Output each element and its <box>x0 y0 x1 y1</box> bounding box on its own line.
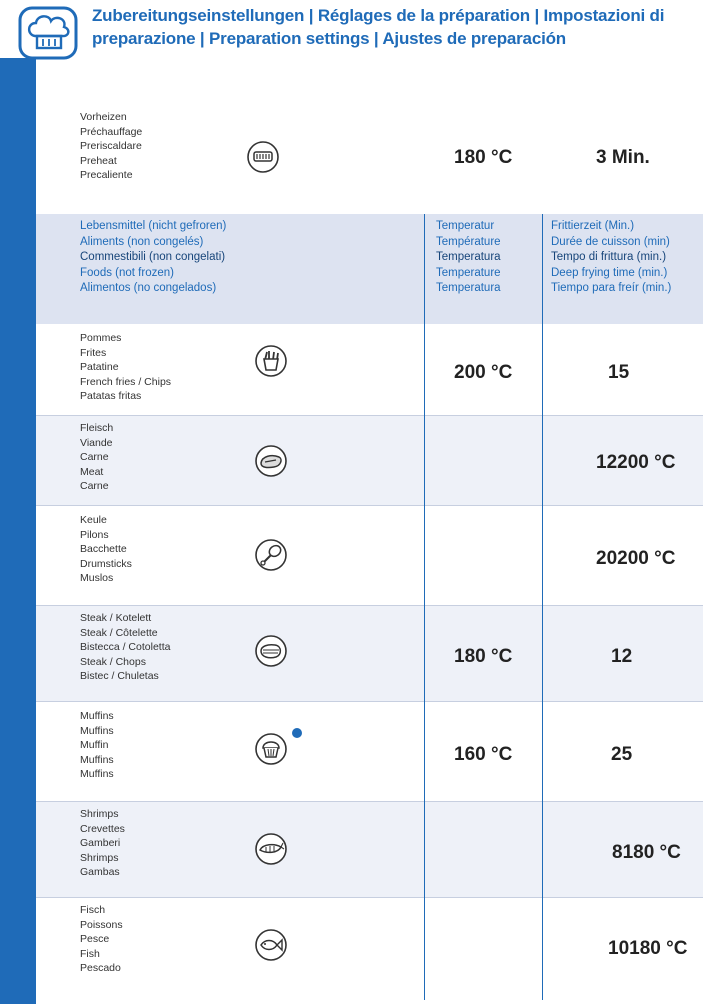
food-name: Pesce <box>80 933 110 945</box>
page-title: Zubereitungseinstellungen | Réglages de la préparation | Impostazioni di preparazione | Preparation settings | Ajustes de preparación <box>92 6 665 48</box>
food-temperature: 200 °C <box>454 362 513 383</box>
header-foods <box>80 219 226 297</box>
food-name: Muffins <box>80 724 114 737</box>
table-row <box>36 702 703 802</box>
food-name: Gambas <box>80 866 120 878</box>
shrimp-icon <box>254 832 288 866</box>
food-names <box>80 513 132 586</box>
food-name: Muffins <box>80 710 114 722</box>
preheat-names <box>80 110 142 183</box>
food-name: Shrimps <box>80 851 119 864</box>
preheat-name: Precaliente <box>80 169 133 181</box>
page-header <box>18 4 703 60</box>
food-time: 25 <box>611 744 633 765</box>
header-temperature-label: Temperatur <box>436 220 495 232</box>
preheat-row <box>36 110 703 206</box>
food-names <box>80 331 171 404</box>
steak-icon <box>254 634 288 668</box>
header-foods-label: Alimentos (no congelados) <box>80 282 217 294</box>
food-name: Crevettes <box>80 822 125 835</box>
fries-icon <box>254 344 288 378</box>
header-temperature-label: Temperatura <box>436 282 501 294</box>
food-name: Muffins <box>80 768 114 780</box>
chef-hat-icon <box>18 6 86 66</box>
food-name: Muffins <box>80 753 114 766</box>
food-name: Carne <box>80 451 109 463</box>
food-name: Poissons <box>80 918 123 931</box>
food-name: Pilons <box>80 528 109 541</box>
header-time-label: Tempo di frittura (min.) <box>551 251 667 263</box>
food-names <box>80 709 114 782</box>
header-foods-label: Foods (not frozen) <box>80 266 174 279</box>
header-foods-label: Aliments (non congelés) <box>80 235 204 248</box>
food-name: Patatine <box>80 361 119 373</box>
header-foods-label: Lebensmittel (nicht gefroren) <box>80 220 227 232</box>
header-time-label: Durée de cuisson (min) <box>551 235 670 248</box>
food-temperature: 180 °C <box>454 646 513 667</box>
header-temperature-label: Temperatura <box>436 251 501 263</box>
food-names <box>80 903 123 976</box>
preheat-name: Preriscaldare <box>80 140 142 152</box>
header-temperature-label: Temperature <box>436 266 501 279</box>
header-time-label: Deep frying time (min.) <box>551 266 668 279</box>
table-header <box>36 214 703 324</box>
left-accent-bar <box>0 58 36 1004</box>
food-name: Fish <box>80 947 100 960</box>
food-name: Patatas fritas <box>80 390 142 402</box>
header-temperature <box>436 219 501 297</box>
column-divider <box>424 214 425 1000</box>
food-name: Bistecca / Cotoletta <box>80 641 171 653</box>
heating-element-icon <box>246 140 280 174</box>
food-name: Bistec / Chuletas <box>80 670 159 682</box>
food-name: Fisch <box>80 904 106 916</box>
food-name: Fleisch <box>80 422 114 434</box>
food-name: Gamberi <box>80 837 121 849</box>
drumstick-icon <box>254 538 288 572</box>
food-name: Frites <box>80 346 107 359</box>
food-name: Steak / Chops <box>80 655 146 668</box>
food-name: Bacchette <box>80 543 127 555</box>
food-name: Pommes <box>80 332 122 344</box>
preheat-temperature: 180 °C <box>454 147 513 168</box>
preheat-name: Préchauffage <box>80 125 143 138</box>
food-name: Muffin <box>80 739 109 751</box>
header-time-label: Frittierzeit (Min.) <box>551 220 635 232</box>
food-temperature: 160 °C <box>454 744 513 765</box>
food-name: Drumsticks <box>80 557 132 570</box>
fish-icon <box>254 928 288 962</box>
table-row <box>36 326 703 416</box>
food-name: Pescado <box>80 962 121 974</box>
food-name: French fries / Chips <box>80 375 172 388</box>
column-divider <box>542 214 543 1000</box>
table-row <box>36 898 703 998</box>
food-name: Shrimps <box>80 808 119 820</box>
indicator-dot <box>292 728 302 738</box>
food-name: Viande <box>80 436 113 449</box>
food-time: 15 <box>608 362 630 383</box>
table-row <box>36 606 703 702</box>
meat-icon <box>254 444 288 478</box>
food-names <box>80 611 170 684</box>
food-name: Steak / Côtelette <box>80 626 158 639</box>
header-time-label: Tiempo para freír (min.) <box>551 282 672 294</box>
table-row <box>36 506 703 606</box>
header-foods-label: Commestibili (non congelati) <box>80 251 226 263</box>
food-time: 12 <box>611 646 633 667</box>
preheat-name: Vorheizen <box>80 111 127 123</box>
settings-table <box>36 100 703 1000</box>
preheat-name: Preheat <box>80 154 117 167</box>
food-names <box>80 807 125 880</box>
food-time: 8180 °C <box>612 842 681 863</box>
food-time: 12200 °C <box>596 452 676 473</box>
food-name: Muslos <box>80 572 114 584</box>
food-name: Steak / Kotelett <box>80 612 152 624</box>
header-time <box>551 219 671 297</box>
muffin-icon <box>254 732 288 766</box>
food-name: Keule <box>80 514 107 526</box>
table-row <box>36 802 703 898</box>
preheat-time: 3 Min. <box>596 147 650 168</box>
food-name: Carne <box>80 480 109 492</box>
table-row <box>36 416 703 506</box>
header-temperature-label: Température <box>436 235 501 248</box>
food-time: 10180 °C <box>608 938 688 959</box>
food-names <box>80 421 113 494</box>
food-time: 20200 °C <box>596 548 676 569</box>
food-name: Meat <box>80 465 104 478</box>
